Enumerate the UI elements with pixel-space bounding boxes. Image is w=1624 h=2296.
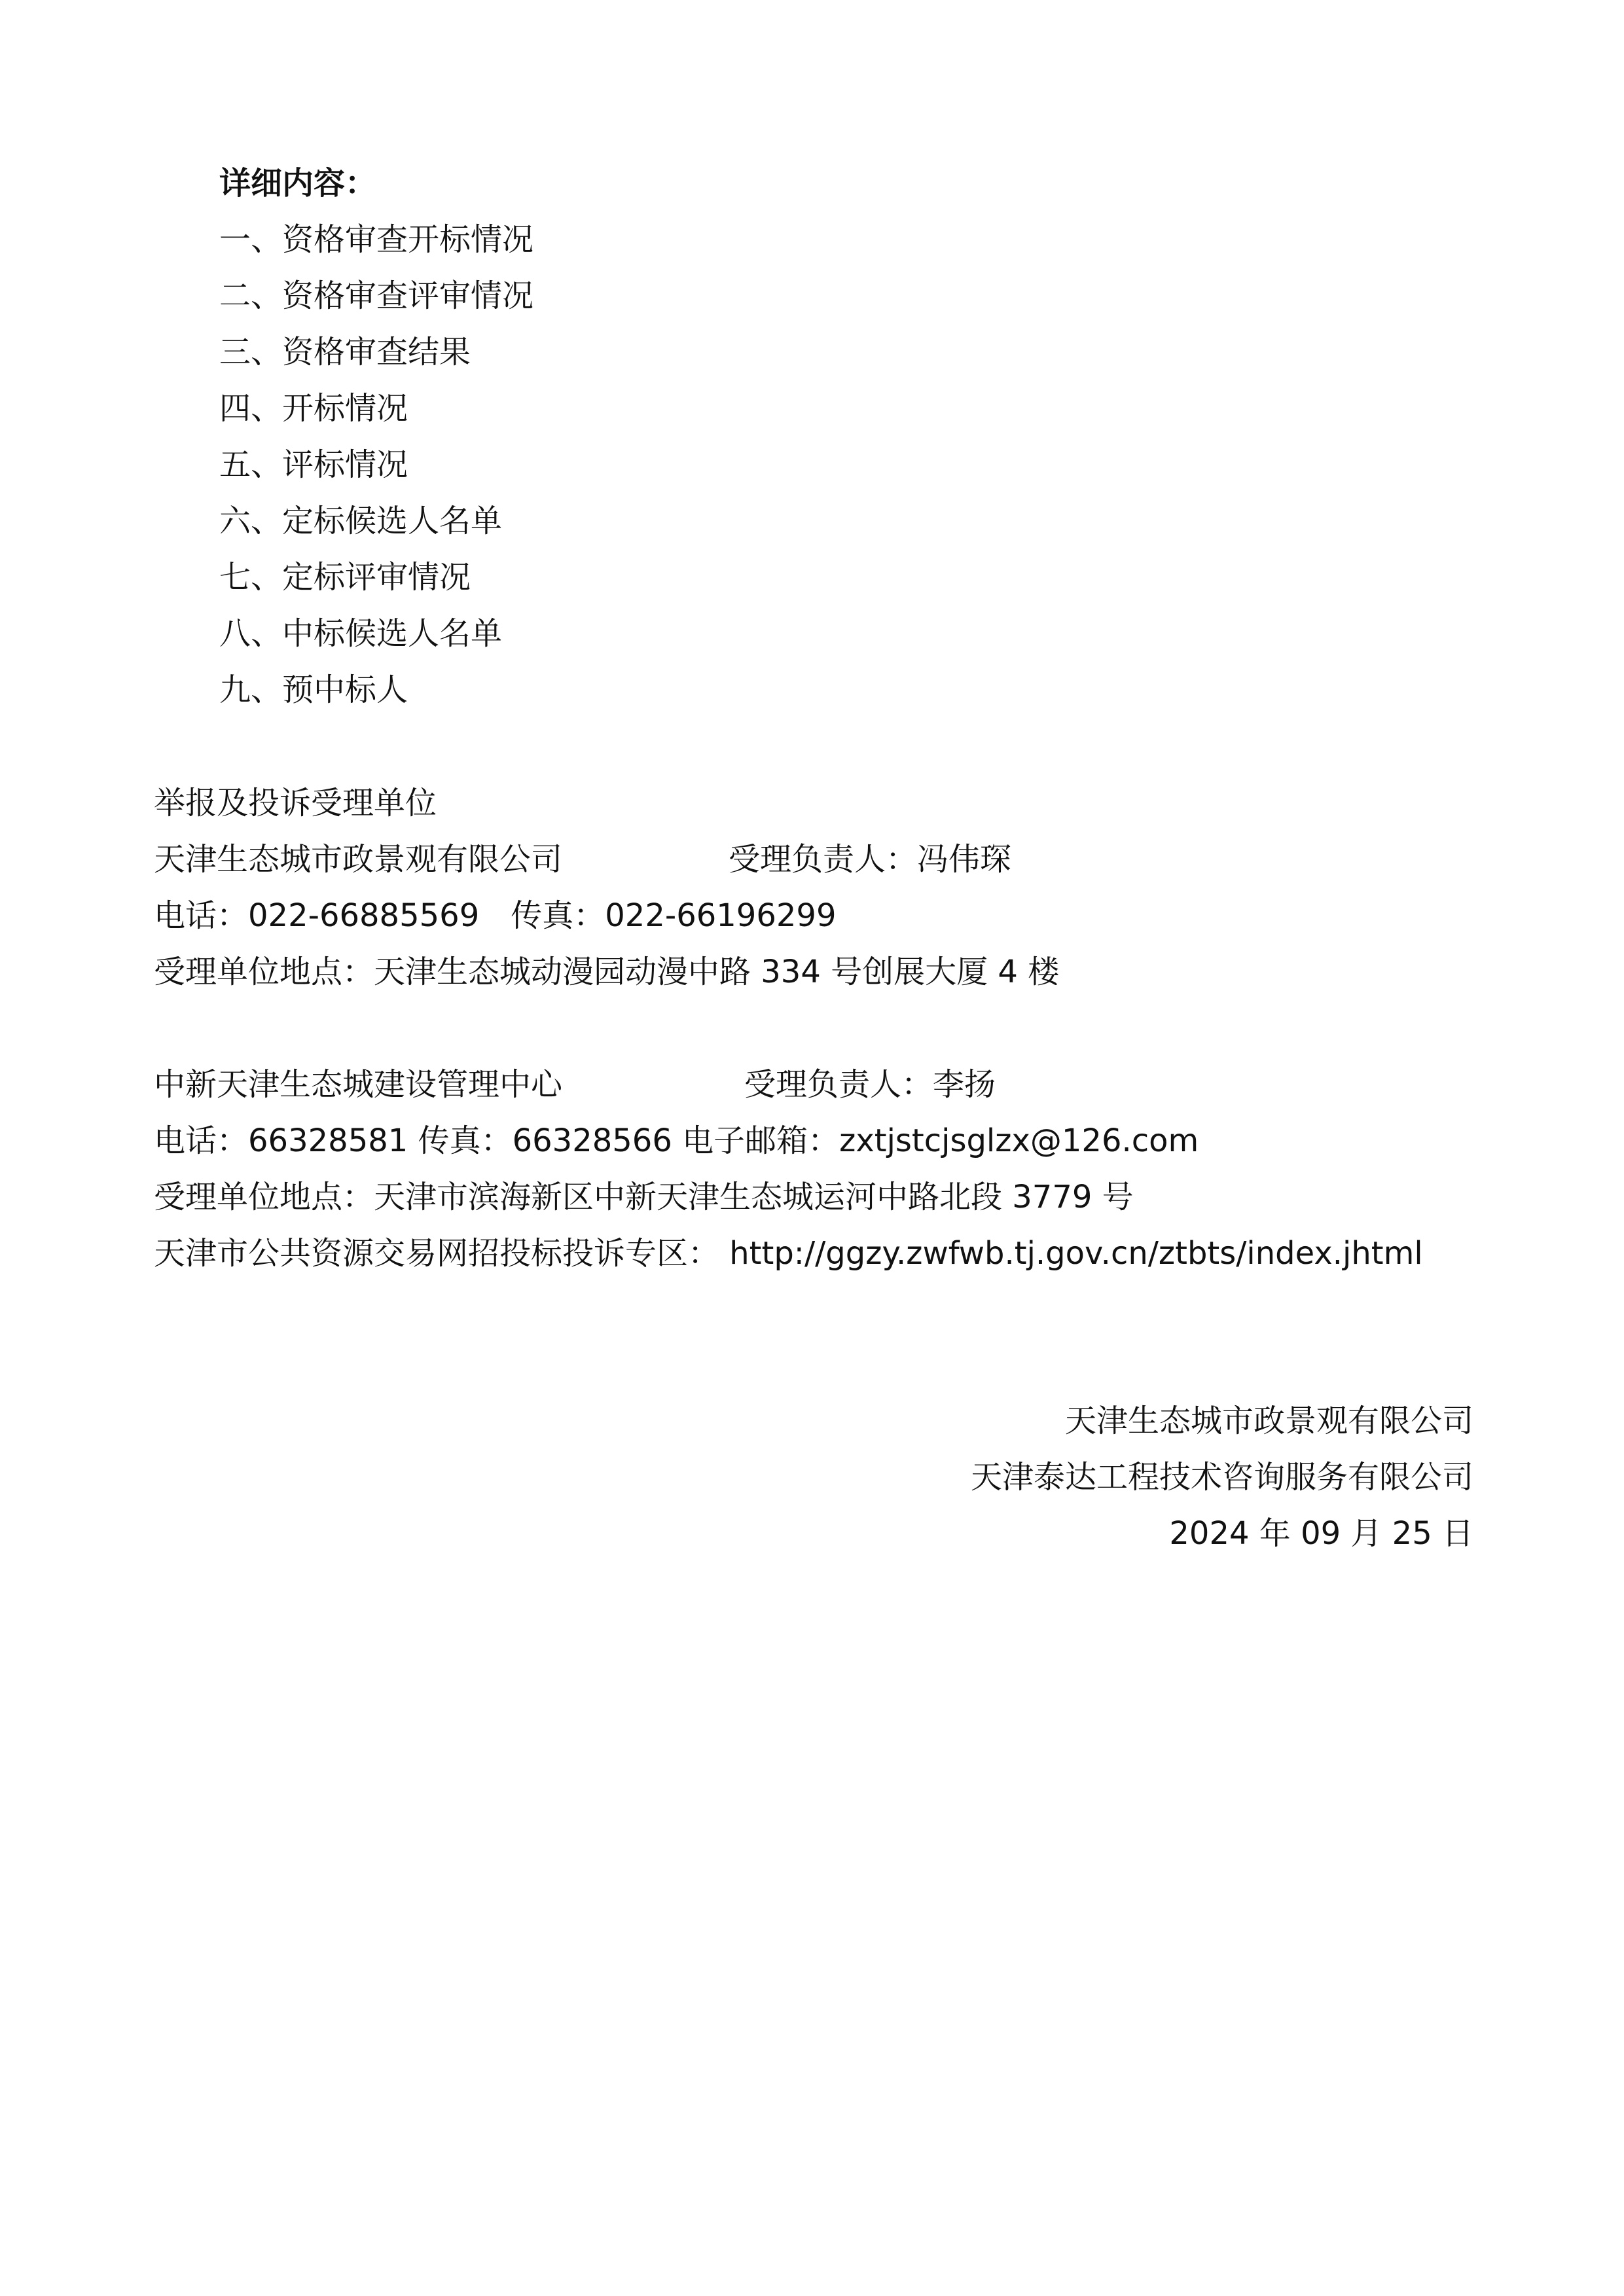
details-item: 四、开标情况 [219,390,408,427]
unit2-name: 中新天津生态城建设管理中心 [154,1066,563,1103]
unit2-phone-fax-email: 电话：66328581 传真：66328566 电子邮箱：zxtjstcjsglzx@126.com [154,1122,1199,1159]
complaint-portal-link[interactable]: 天津市公共资源交易网招投标投诉专区： http://ggzy.zwfwb.tj.gov.cn/ztbts/index.jhtml [154,1235,1423,1272]
unit2-contact: 受理负责人：李扬 [744,1066,996,1103]
signature-org-2: 天津泰达工程技术咨询服务有限公司 [970,1459,1473,1496]
signature-org-1: 天津生态城市政景观有限公司 [1064,1403,1473,1439]
signature-date: 2024 年 09 月 25 日 [1169,1515,1473,1552]
unit1-name: 天津生态城市政景观有限公司 [154,841,563,878]
details-item: 九、预中标人 [219,672,408,708]
details-heading: 详细内容： [219,165,377,202]
unit2-address: 受理单位地点：天津市滨海新区中新天津生态城运河中路北段 3779 号 [154,1179,1134,1215]
unit1-address: 受理单位地点：天津生态城动漫园动漫中路 334 号创展大厦 4 楼 [154,954,1060,990]
details-item: 七、定标评审情况 [219,559,471,596]
details-item: 六、定标候选人名单 [219,503,503,539]
details-item: 二、资格审查评审情况 [219,278,534,314]
details-item: 八、中标候选人名单 [219,615,503,652]
complaint-heading: 举报及投诉受理单位 [154,785,437,821]
unit1-contact: 受理负责人：冯伟琛 [729,841,1012,878]
unit1-phone-fax: 电话：022-66885569 传真：022-66196299 [154,897,837,934]
details-item: 三、资格审查结果 [219,334,471,370]
details-item: 一、资格审查开标情况 [219,221,534,258]
details-item: 五、评标情况 [219,446,408,483]
